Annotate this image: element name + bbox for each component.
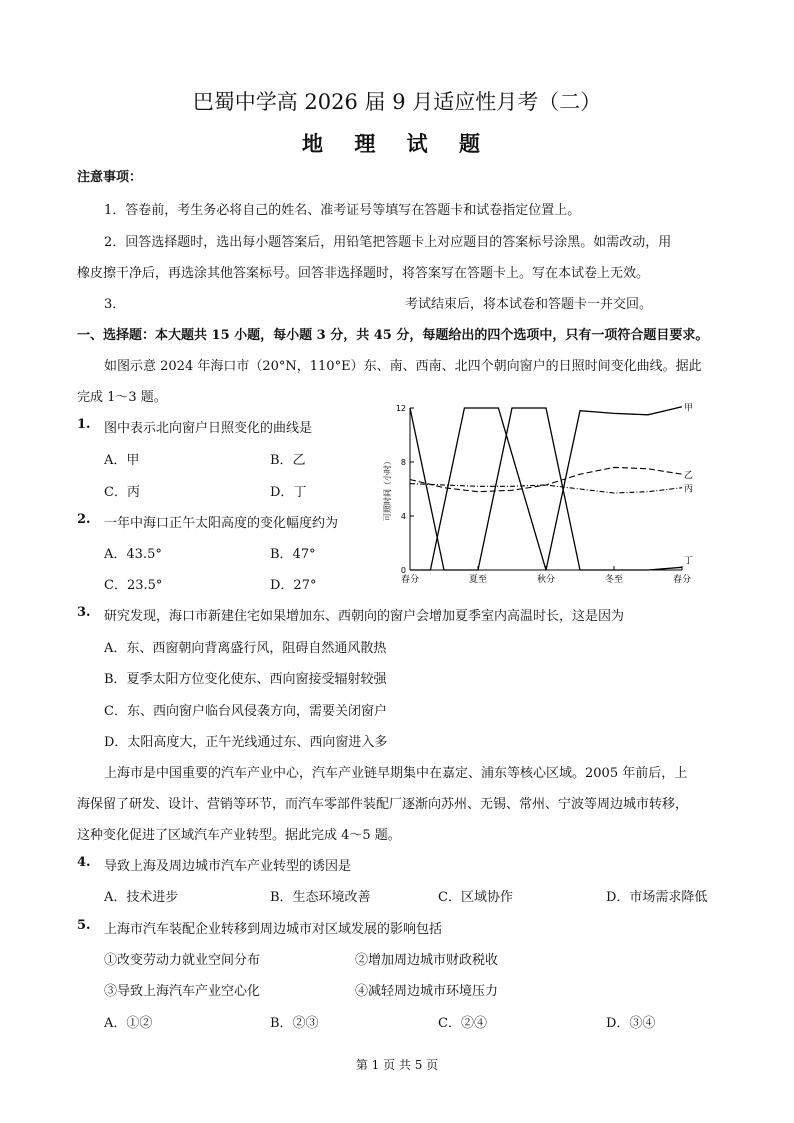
- x-tick-label: 冬至: [604, 575, 624, 585]
- q2-option-b: B．47°: [270, 547, 316, 562]
- q5-statement-3: ③导致上海汽车产业空心化: [104, 984, 261, 999]
- q4-option-c: C．区域协作: [438, 890, 513, 905]
- q2-option-a: A．43.5°: [104, 547, 162, 562]
- note-item-2-line2: 橡皮擦干净后，再选涂其他答案标号。回答非选择题时，将答案写在答题卡上。写在本试卷上无效。: [77, 266, 650, 281]
- q3-option-b: B．夏季太阳方位变化使东、西向窗接受辐射较强: [104, 672, 387, 687]
- section1-intro-line1: 如图示意 2024 年海口市（20°N，110°E）东、南、西南、北四个朝向窗户的日照时间变化曲线。据此: [104, 359, 702, 374]
- note-item-2-line1: 2．回答选择题时，选出每小题答案后，用铅笔把答题卡上对应题目的答案标号涂黑。如需改动，用: [104, 235, 672, 250]
- q2-option-c: C．23.5°: [104, 578, 163, 593]
- y-tick-label: 0: [400, 566, 406, 575]
- q1-option-a: A．甲: [104, 453, 140, 468]
- x-tick-label: 夏至: [468, 575, 488, 585]
- q5-option-d: D．③④: [606, 1016, 656, 1031]
- x-tick-label: 春分: [400, 575, 420, 585]
- q1-option-c: C．丙: [104, 485, 140, 500]
- q5-statement-1: ①改变劳动力就业空间分布: [104, 953, 261, 968]
- q2-option-d: D．27°: [270, 578, 317, 593]
- passage2-line3: 这种变化促进了区域汽车产业转型。据此完成 4～5 题。: [77, 828, 401, 843]
- q5-statement-2: ②增加周边城市财政税收: [355, 953, 499, 968]
- q3-number: 3.: [77, 605, 91, 620]
- note-item-1: 1．答卷前，考生务必将自己的姓名、准考证号等填写在答题卡和试卷指定位置上。: [104, 203, 581, 218]
- q1-option-d: D．丁: [270, 485, 307, 500]
- series-label-乙: 乙: [684, 471, 694, 482]
- series-label-丁: 丁: [684, 556, 694, 567]
- q3-option-c: C．东、西向窗户临台风侵袭方向，需要关闭窗户: [104, 704, 387, 719]
- q2-number: 2.: [77, 512, 91, 527]
- q5-number: 5.: [77, 918, 91, 933]
- passage2-line2: 海保留了研发、设计、营销等环节，而汽车零部件装配厂逐渐向苏州、无锡、常州、宁波等周边城市转移，: [77, 797, 689, 812]
- x-tick-label: 秋分: [536, 575, 556, 585]
- q4-option-a: A．技术进步: [104, 890, 179, 905]
- q5-option-b: B．②③: [270, 1016, 319, 1031]
- note-item-3-text: 考试结束后，将本试卷和答题卡一并交回。: [405, 297, 653, 312]
- series-label-甲: 甲: [684, 403, 694, 414]
- q4-option-d: D．市场需求降低: [606, 890, 708, 905]
- exam-title: 巴蜀中学高 2026 届 9 月适应性月考（二）: [192, 90, 602, 114]
- series-label-丙: 丙: [684, 484, 694, 495]
- section1-heading: 一、选择题：本大题共 15 小题，每小题 3 分，共 45 分，每题给出的四个选项中，只有一项符合题目要求。: [77, 328, 709, 343]
- y-axis-label: 可照时间（小时）: [383, 457, 392, 521]
- q4-number: 4.: [77, 855, 91, 870]
- passage2-line1: 上海市是中国重要的汽车产业中心，汽车产业链早期集中在嘉定、浦东等核心区域。2005 年前后，上: [104, 766, 688, 781]
- q1-stem: 图中表示北向窗户日照变化的曲线是: [104, 421, 313, 436]
- q1-option-b: B．乙: [270, 453, 306, 468]
- q5-option-a: A．①②: [104, 1016, 153, 1031]
- y-tick-label: 4: [400, 512, 406, 521]
- q4-option-b: B．生态环境改善: [270, 890, 371, 905]
- q3-option-a: A．东、西窗朝向背离盛行风，阻碍自然通风散热: [104, 641, 387, 656]
- y-tick-label: 12: [395, 404, 406, 413]
- q3-stem: 研究发现，海口市新建住宅如果增加东、西朝向的窗户会增加夏季室内高温时长，这是因为: [104, 609, 625, 624]
- q5-option-c: C．②④: [438, 1016, 487, 1031]
- q3-option-d: D．太阳高度大，正午光线通过东、西向窗进入多: [104, 735, 388, 750]
- exam-subtitle: 地 理 试 题: [302, 131, 492, 156]
- q5-stem: 上海市汽车装配企业转移到周边城市对区域发展的影响包括: [104, 922, 443, 937]
- y-tick-label: 8: [400, 458, 406, 467]
- section1-intro-line2: 完成 1～3 题。: [77, 390, 167, 405]
- page-footer: 第 1 页 共 5 页: [355, 1058, 439, 1072]
- q2-stem: 一年中海口正午太阳高度的变化幅度约为: [104, 516, 339, 531]
- q5-statement-4: ④减轻周边城市环境压力: [355, 984, 499, 999]
- notes-heading: 注意事项：: [77, 170, 143, 185]
- x-tick-label: 春分: [672, 575, 692, 585]
- sunshine-duration-chart: [380, 380, 692, 590]
- note-item-3-number: 3．: [104, 297, 126, 312]
- q4-stem: 导致上海及周边城市汽车产业转型的诱因是: [104, 859, 352, 874]
- q1-number: 1.: [77, 417, 91, 432]
